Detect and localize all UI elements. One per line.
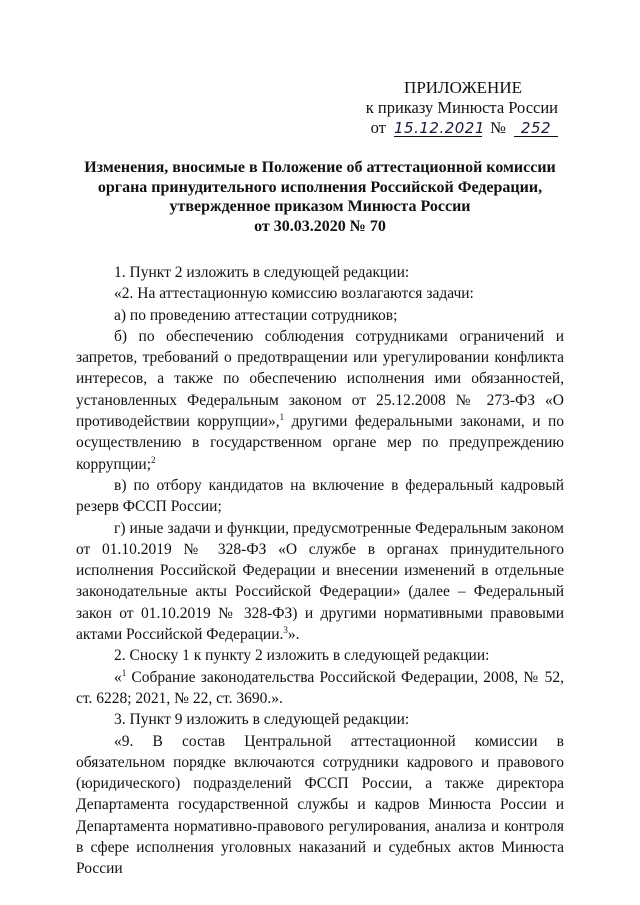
- appendix-title: ПРИЛОЖЕНИЕ: [404, 78, 522, 97]
- paragraph-4-text-a: б) по обеспечению соблюдения сотрудниками ограничений и запретов, требований о предотвращении или урегулировании конфликта интересов, а также по обеспечению исполнения ими обязанностей, установленных Федеральным законом от 25.12.2008 № 273-ФЗ «О противодействии коррупции»,: [76, 327, 564, 431]
- paragraph-3: а) по проведению аттестации сотрудников;: [114, 306, 398, 324]
- handwritten-date: 15.12.2021: [394, 119, 485, 137]
- paragraph-8-text-b: Собрание законодательства Российской Федерации, 2008, № 52, ст. 6228; 2021, № 22, ст. 3690.».: [76, 668, 564, 707]
- paragraph-6-text-b: ».: [287, 626, 300, 644]
- title-line-2: органа принудительного исполнения Российской Федерации,: [97, 178, 543, 196]
- footnote-ref-1: 1: [279, 412, 285, 423]
- appendix-order-line: к приказу Минюста России: [365, 98, 558, 117]
- paragraph-5: в) по отбору кандидатов на включение в федеральный кадровый резерв ФССП России;: [76, 476, 564, 516]
- paragraph-9: 3. Пункт 9 изложить в следующей редакции:: [114, 711, 410, 729]
- paragraph-4: [76, 326, 564, 475]
- footnote-ref-2: 2: [151, 454, 156, 465]
- footnote-ref-3: 3: [283, 625, 288, 636]
- document-title: [70, 158, 570, 236]
- footnote-mark-1: 1: [121, 667, 127, 678]
- date-prefix: от: [370, 118, 386, 137]
- title-line-1: Изменения, вносимые в Положение об аттестационной комиссии: [84, 159, 556, 176]
- paragraph-2: «2. На аттестационную комиссию возлагаются задачи:: [114, 285, 474, 303]
- handwritten-number: 252: [514, 120, 558, 137]
- paragraph-7: 2. Сноску 1 к пункту 2 изложить в следующей редакции:: [114, 647, 490, 665]
- number-prefix: №: [490, 118, 506, 137]
- paragraph-6-text-a: г) иные задачи и функции, предусмотренные Федеральным законом от 01.10.2019 № 328-ФЗ «О службе в органах принудительного исполнения Российской Федерации и внесении изменений в отдельные законодательные акты Российской Федерации» (далее – Федеральный закон от 01.10.2019 № 328-ФЗ) и другими нормативными правовыми актами Российской Федерации.: [76, 519, 564, 644]
- title-line-3: утвержденное приказом Минюста России: [169, 198, 471, 215]
- paragraph-1: 1. Пункт 2 изложить в следующей редакции:: [114, 264, 410, 281]
- paragraph-10: «9. В состав Центральной аттестационной комиссии в обязательном порядке включаются сотрудники кадрового и правового (юридического) подразделений ФССП России, а также директора Департамента государственной службы и кадров Минюста России и Департамента нормативно-правового регулирования, анализа и контроля в сфере исполнения уголовных наказаний и судебных актов Минюста России: [76, 732, 564, 878]
- title-line-4: от 30.03.2020 № 70: [254, 217, 386, 235]
- paragraph-6: [76, 518, 564, 646]
- paragraph-8: [76, 667, 564, 710]
- document-body: [76, 262, 564, 880]
- paragraph-8-text-a: «: [114, 668, 122, 686]
- paragraph-4-text-b: другими федеральными законами, и по осуществлению в государственном органе мер по предупреждению коррупции;: [76, 413, 564, 473]
- appendix-header: [298, 78, 558, 138]
- appendix-date-line: [298, 118, 558, 138]
